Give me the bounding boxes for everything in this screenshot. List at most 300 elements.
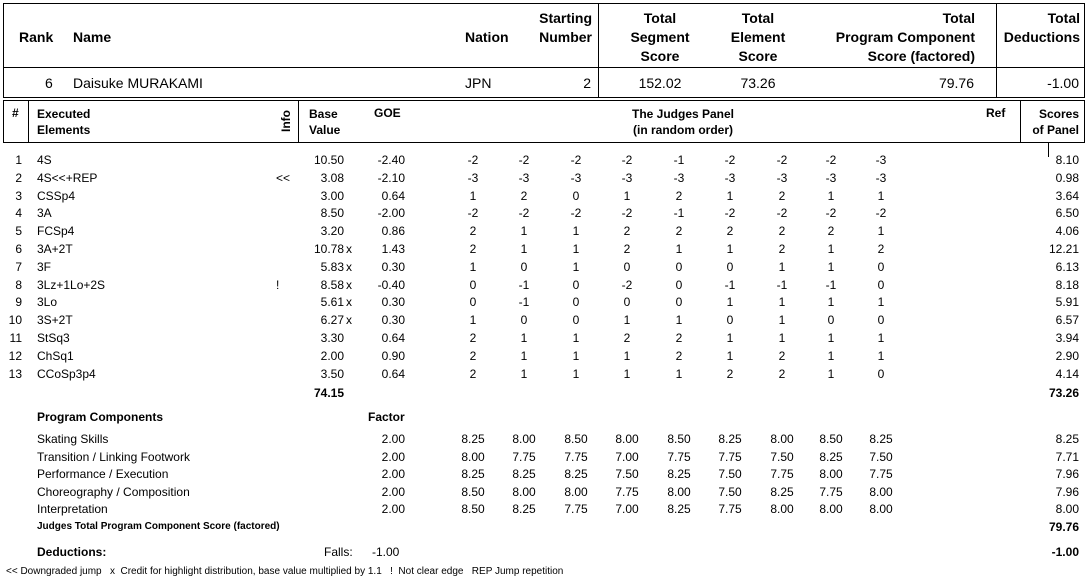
- judge-score: -2: [570, 153, 582, 167]
- col-nation-header: Nation: [465, 29, 509, 45]
- judge-score: -3: [724, 170, 736, 185]
- pc-factor-header: Factor: [368, 410, 405, 424]
- judge-score: 1: [827, 331, 835, 345]
- judge-score: 8.00: [869, 502, 893, 516]
- component-panel-score: 8.00: [1055, 502, 1079, 516]
- element-panel-score: 5.91: [1055, 295, 1079, 310]
- element-goe: 0.30: [381, 313, 405, 328]
- judge-score: 1: [827, 242, 835, 256]
- judge-score: 1: [827, 366, 835, 381]
- table-row: [0, 330, 1087, 347]
- skater-name: Daisuke MURAKAMI: [73, 75, 203, 91]
- component-panel-score: 8.25: [1055, 432, 1079, 446]
- skater-nation: JPN: [465, 75, 492, 91]
- judge-score: 2: [469, 242, 477, 256]
- element-name: 3Lo: [37, 295, 58, 310]
- element-name: 4S<<+REP: [37, 170, 98, 185]
- judge-score: 1: [827, 188, 835, 203]
- col-base-header: Base Value: [309, 107, 341, 137]
- col-ded-header: Total Deductions: [1003, 10, 1080, 45]
- judge-score: 8.25: [869, 432, 893, 446]
- element-number: 12: [8, 348, 22, 363]
- judge-score: 1: [469, 313, 477, 328]
- judge-score: 1: [623, 313, 631, 328]
- judge-score: 0: [675, 295, 683, 310]
- judge-score: 7.50: [615, 467, 639, 481]
- element-bonus-mark: x: [346, 259, 352, 274]
- judge-score: 8.25: [564, 467, 588, 481]
- col-goe-header: GOE: [374, 106, 401, 120]
- judge-score: 2: [520, 188, 528, 203]
- judge-score: 8.50: [667, 432, 691, 446]
- judge-score: 1: [726, 295, 734, 310]
- element-base-value: 3.20: [320, 224, 344, 239]
- judge-score: 8.50: [819, 432, 843, 446]
- element-goe: -0.40: [377, 277, 405, 292]
- judge-score: 1: [877, 348, 885, 363]
- judge-score: 0: [675, 277, 683, 292]
- judge-score: 8.25: [461, 467, 485, 481]
- judge-score: 2: [827, 224, 835, 239]
- component-panel-score: 7.71: [1055, 449, 1079, 464]
- element-bonus-mark: x: [346, 295, 352, 310]
- element-panel-score: 3.94: [1055, 331, 1079, 345]
- judge-score: 1: [572, 348, 580, 363]
- table-row: [0, 484, 1087, 501]
- element-goe: 0.30: [381, 259, 405, 274]
- judge-score: 0: [623, 295, 631, 310]
- judge-score: -2: [776, 206, 788, 221]
- component-factor: 2.00: [381, 467, 405, 481]
- judge-score: 8.25: [667, 502, 691, 516]
- element-base-value: 3.00: [320, 188, 344, 203]
- judge-score: -2: [621, 277, 633, 292]
- judge-score: 8.00: [615, 432, 639, 446]
- element-bonus-mark: x: [346, 313, 352, 328]
- judge-score: 0: [675, 259, 683, 274]
- judge-score: -2: [776, 153, 788, 167]
- judge-score: 7.50: [869, 449, 893, 464]
- judge-score: 8.25: [819, 449, 843, 464]
- judge-score: -1: [825, 277, 837, 292]
- judge-score: 7.00: [615, 502, 639, 516]
- deductions-label: Deductions:: [37, 545, 107, 559]
- col-name-header: Name: [73, 29, 112, 45]
- pcs-total-label: Judges Total Program Component Score (factored): [37, 521, 280, 532]
- element-name: 3A: [37, 206, 52, 221]
- judge-score: 1: [726, 242, 734, 256]
- judge-score: 2: [877, 242, 885, 256]
- judge-score: 2: [623, 331, 631, 345]
- judge-score: 1: [572, 259, 580, 274]
- element-goe: -2.40: [377, 153, 405, 167]
- judge-score: 1: [520, 331, 528, 345]
- component-panel-score: 7.96: [1055, 467, 1079, 481]
- element-number: 13: [8, 366, 22, 381]
- judge-score: 2: [623, 224, 631, 239]
- table-row: [0, 366, 1087, 383]
- col-ref-header: Ref: [986, 106, 1006, 120]
- element-goe: 0.64: [381, 331, 405, 345]
- judge-score: 2: [469, 366, 477, 381]
- judge-score: -2: [518, 206, 530, 221]
- legend-text: << Downgraded jump x Credit for highlight distribution, base value multiplied by 1.1 ! Not clear edge REP Jump repetition: [6, 566, 564, 577]
- col-pcs-header: Total Program Component Score (factored): [835, 10, 975, 64]
- judge-score: -2: [570, 206, 582, 221]
- judge-score: 1: [827, 259, 835, 274]
- judge-score: -1: [724, 277, 736, 292]
- element-panel-score: 4.06: [1055, 224, 1079, 239]
- element-name: FCSp4: [37, 224, 75, 239]
- col-num-header: #: [12, 106, 19, 120]
- col-scores-header: Scores of Panel: [1032, 107, 1079, 137]
- elements-header-box: [3, 100, 1085, 143]
- element-name: CSSp4: [37, 188, 76, 203]
- judge-score: -3: [467, 170, 479, 185]
- table-row: [0, 241, 1087, 258]
- element-number: 9: [15, 295, 22, 310]
- table-row: [0, 170, 1087, 187]
- judge-score: -2: [621, 153, 633, 167]
- elements-table: [0, 152, 1087, 392]
- judge-score: 0: [572, 277, 580, 292]
- judge-score: 8.25: [461, 432, 485, 446]
- element-base-value: 10.78: [313, 242, 344, 256]
- col-start-header: Starting Number: [539, 10, 592, 45]
- col-info-header: Info: [279, 110, 293, 132]
- table-row: [0, 348, 1087, 365]
- component-name: Interpretation: [37, 502, 108, 516]
- judge-score: 7.50: [718, 467, 742, 481]
- judge-score: 2: [675, 224, 683, 239]
- element-base-value: 10.50: [313, 153, 344, 167]
- judge-score: 8.25: [667, 467, 691, 481]
- judge-score: 0: [726, 313, 734, 328]
- element-number: 7: [15, 259, 22, 274]
- element-number: 1: [15, 153, 22, 167]
- judge-score: 2: [726, 366, 734, 381]
- judge-score: 1: [675, 313, 683, 328]
- element-number: 2: [15, 170, 22, 185]
- element-number: 6: [15, 242, 22, 256]
- element-base-value: 6.27: [320, 313, 344, 328]
- judge-score: 0: [877, 259, 885, 274]
- judge-score: 7.75: [615, 484, 639, 499]
- judge-score: -1: [673, 153, 685, 167]
- judge-score: 0: [520, 313, 528, 328]
- component-name: Choreography / Composition: [37, 484, 190, 499]
- judge-score: 1: [520, 224, 528, 239]
- table-row: [0, 466, 1087, 483]
- program-components-table: [0, 431, 1087, 521]
- judge-score: 8.50: [461, 502, 485, 516]
- judge-score: 1: [726, 331, 734, 345]
- judge-score: -2: [467, 153, 479, 167]
- element-base-value: 8.58: [320, 277, 344, 292]
- component-factor: 2.00: [381, 449, 405, 464]
- element-number: 5: [15, 224, 22, 239]
- judge-score: 0: [877, 366, 885, 381]
- judge-score: 8.00: [869, 484, 893, 499]
- element-name: 3F: [37, 259, 52, 274]
- judge-score: 7.75: [512, 449, 536, 464]
- judge-score: 0: [877, 313, 885, 328]
- judge-score: 0: [572, 313, 580, 328]
- judge-score: 8.50: [461, 484, 485, 499]
- judge-score: 1: [726, 188, 734, 203]
- judge-score: 8.00: [512, 484, 536, 499]
- judge-score: 1: [778, 259, 786, 274]
- judge-score: 1: [778, 313, 786, 328]
- judge-score: 1: [877, 224, 885, 239]
- judge-score: 8.00: [819, 502, 843, 516]
- judge-score: -3: [875, 170, 887, 185]
- skater-start-number: 2: [583, 75, 591, 91]
- pcs-total-value: 79.76: [1048, 520, 1079, 534]
- judge-score: 7.75: [564, 502, 588, 516]
- deductions-total: -1.00: [1051, 545, 1079, 559]
- element-goe: 0.64: [381, 366, 405, 381]
- element-base-value: 3.50: [320, 366, 344, 381]
- table-row: [0, 449, 1087, 466]
- judge-score: -2: [621, 206, 633, 221]
- judge-score: 7.00: [615, 449, 639, 464]
- judge-score: 8.00: [667, 484, 691, 499]
- judge-score: 0: [469, 295, 477, 310]
- judge-score: 8.50: [564, 432, 588, 446]
- component-panel-score: 7.96: [1055, 484, 1079, 499]
- judge-score: 8.00: [564, 484, 588, 499]
- judge-score: 7.75: [819, 484, 843, 499]
- judge-score: -3: [673, 170, 685, 185]
- elements-total-score: 73.26: [1048, 386, 1079, 400]
- judge-score: 8.25: [718, 432, 742, 446]
- element-panel-score: 12.21: [1048, 242, 1079, 256]
- element-number: 10: [8, 313, 22, 328]
- element-panel-score: 2.90: [1055, 348, 1079, 363]
- judge-score: 1: [572, 331, 580, 345]
- component-factor: 2.00: [381, 432, 405, 446]
- element-goe: 0.86: [381, 224, 405, 239]
- element-number: 4: [15, 206, 22, 221]
- element-name: 3S+2T: [37, 313, 73, 328]
- skater-tes: 73.26: [740, 75, 776, 91]
- element-base-value: 8.50: [320, 206, 344, 221]
- judge-score: 7.75: [718, 502, 742, 516]
- table-row: [0, 223, 1087, 240]
- table-row: [0, 259, 1087, 276]
- element-goe: 0.30: [381, 295, 405, 310]
- judge-score: -3: [621, 170, 633, 185]
- skater-deductions: -1.00: [1047, 75, 1079, 91]
- element-panel-score: 4.14: [1055, 366, 1079, 381]
- judge-score: 1: [520, 348, 528, 363]
- judge-score: 1: [572, 242, 580, 256]
- judge-score: -1: [673, 206, 685, 221]
- element-bonus-mark: x: [346, 242, 352, 256]
- judge-score: 2: [675, 331, 683, 345]
- element-base-value: 3.30: [320, 331, 344, 345]
- judge-score: -3: [570, 170, 582, 185]
- judge-score: -2: [825, 153, 837, 167]
- judge-score: 1: [877, 188, 885, 203]
- judge-score: 1: [726, 348, 734, 363]
- judge-score: 2: [778, 188, 786, 203]
- judge-score: -1: [776, 277, 788, 292]
- judge-score: -1: [518, 277, 530, 292]
- judge-score: 1: [623, 366, 631, 381]
- judge-score: 7.50: [770, 449, 794, 464]
- element-name: 3Lz+1Lo+2S: [37, 277, 106, 292]
- judge-score: 1: [623, 188, 631, 203]
- judge-score: 1: [675, 242, 683, 256]
- judge-score: 8.25: [512, 467, 536, 481]
- judge-score: 0: [520, 259, 528, 274]
- col-tes-header: Total Element Score: [730, 10, 786, 64]
- pc-title: Program Components: [37, 410, 164, 424]
- judge-score: 1: [877, 295, 885, 310]
- element-base-value: 2.00: [320, 348, 344, 363]
- judge-score: 1: [520, 366, 528, 381]
- judge-score: 8.00: [770, 502, 794, 516]
- judge-score: 0: [827, 313, 835, 328]
- judges-panel-header: The Judges Panel (in random order): [631, 107, 735, 137]
- element-panel-score: 3.64: [1055, 188, 1079, 203]
- judge-score: 1: [469, 259, 477, 274]
- component-name: Performance / Execution: [37, 467, 169, 481]
- element-number: 3: [15, 188, 22, 203]
- element-panel-score: 8.10: [1055, 153, 1079, 167]
- element-name: ChSq1: [37, 348, 74, 363]
- judge-score: -1: [518, 295, 530, 310]
- element-name: 4S: [37, 153, 52, 167]
- skater-tss: 152.02: [638, 75, 682, 91]
- judge-score: 0: [726, 259, 734, 274]
- element-number: 8: [15, 277, 22, 292]
- element-goe: 0.90: [381, 348, 405, 363]
- element-bonus-mark: x: [346, 277, 352, 292]
- judge-score: 1: [520, 242, 528, 256]
- judge-score: 8.00: [461, 449, 485, 464]
- judge-score: 7.75: [667, 449, 691, 464]
- element-info: <<: [276, 170, 291, 185]
- judge-score: 1: [623, 348, 631, 363]
- judge-score: 0: [623, 259, 631, 274]
- judge-score: 8.00: [819, 467, 843, 481]
- judge-score: 2: [469, 348, 477, 363]
- element-base-value: 5.61: [320, 295, 344, 310]
- judge-score: 0: [572, 295, 580, 310]
- component-factor: 2.00: [381, 502, 405, 516]
- judge-score: 2: [778, 348, 786, 363]
- judge-score: 0: [877, 277, 885, 292]
- judge-score: -2: [825, 206, 837, 221]
- table-row: [0, 294, 1087, 311]
- component-name: Transition / Linking Footwork: [37, 449, 190, 464]
- judge-score: 1: [877, 331, 885, 345]
- skater-pcs: 79.76: [938, 75, 974, 91]
- judge-score: 8.00: [512, 432, 536, 446]
- element-panel-score: 6.50: [1055, 206, 1079, 221]
- judge-score: 8.00: [770, 432, 794, 446]
- element-goe: 0.64: [381, 188, 405, 203]
- judge-score: 7.75: [869, 467, 893, 481]
- judge-score: 1: [469, 188, 477, 203]
- judge-score: -2: [518, 153, 530, 167]
- judge-score: 8.25: [770, 484, 794, 499]
- table-row: [0, 205, 1087, 222]
- judge-score: -3: [875, 153, 887, 167]
- judge-score: 2: [726, 224, 734, 239]
- table-row: [0, 431, 1087, 448]
- element-number: 11: [9, 331, 22, 345]
- judge-score: -3: [776, 170, 788, 185]
- element-base-value: 3.08: [320, 170, 344, 185]
- table-row: [0, 188, 1087, 205]
- col-tss-header: Total Segment Score: [630, 10, 690, 64]
- judge-score: -2: [467, 206, 479, 221]
- judge-score: -2: [875, 206, 887, 221]
- judge-score: -2: [724, 206, 736, 221]
- judge-score: 1: [675, 366, 683, 381]
- judge-score: 2: [469, 224, 477, 239]
- element-name: 3A+2T: [37, 242, 73, 256]
- element-goe: -2.10: [377, 170, 405, 185]
- judge-score: 1: [827, 348, 835, 363]
- skater-rank: 6: [45, 75, 53, 91]
- col-executed-header: Executed Elements: [37, 107, 91, 137]
- table-row: [0, 501, 1087, 518]
- judge-score: 7.75: [718, 449, 742, 464]
- element-name: CCoSp3p4: [37, 366, 96, 381]
- component-factor: 2.00: [381, 484, 405, 499]
- judge-score: 1: [778, 331, 786, 345]
- judge-score: 1: [778, 295, 786, 310]
- element-panel-score: 6.57: [1055, 313, 1079, 328]
- judge-score: 2: [778, 242, 786, 256]
- element-goe: 1.43: [381, 242, 405, 256]
- element-panel-score: 8.18: [1055, 277, 1079, 292]
- judge-score: 7.50: [718, 484, 742, 499]
- table-row: [0, 152, 1087, 169]
- judge-score: 8.25: [512, 502, 536, 516]
- element-name: StSq3: [37, 331, 70, 345]
- falls-label: Falls:: [324, 545, 353, 559]
- element-base-value: 5.83: [320, 259, 344, 274]
- falls-value: -1.00: [372, 545, 400, 559]
- judge-score: 7.75: [564, 449, 588, 464]
- element-panel-score: 6.13: [1055, 259, 1079, 274]
- judge-score: 1: [827, 295, 835, 310]
- elements-total-base: 74.15: [313, 386, 344, 400]
- table-row: [0, 312, 1087, 329]
- judge-score: 0: [572, 188, 580, 203]
- col-rank-header: Rank: [19, 29, 54, 45]
- judge-score: 2: [778, 224, 786, 239]
- element-goe: -2.00: [377, 206, 405, 221]
- judge-score: -3: [825, 170, 837, 185]
- judge-score: 2: [778, 366, 786, 381]
- judge-score: 7.75: [770, 467, 794, 481]
- component-name: Skating Skills: [37, 432, 109, 446]
- element-info: !: [276, 277, 280, 292]
- element-panel-score: 0.98: [1055, 170, 1079, 185]
- judge-score: 2: [623, 242, 631, 256]
- judge-score: 2: [469, 331, 477, 345]
- judge-score: 1: [572, 224, 580, 239]
- judge-score: -2: [724, 153, 736, 167]
- judge-score: -3: [518, 170, 530, 185]
